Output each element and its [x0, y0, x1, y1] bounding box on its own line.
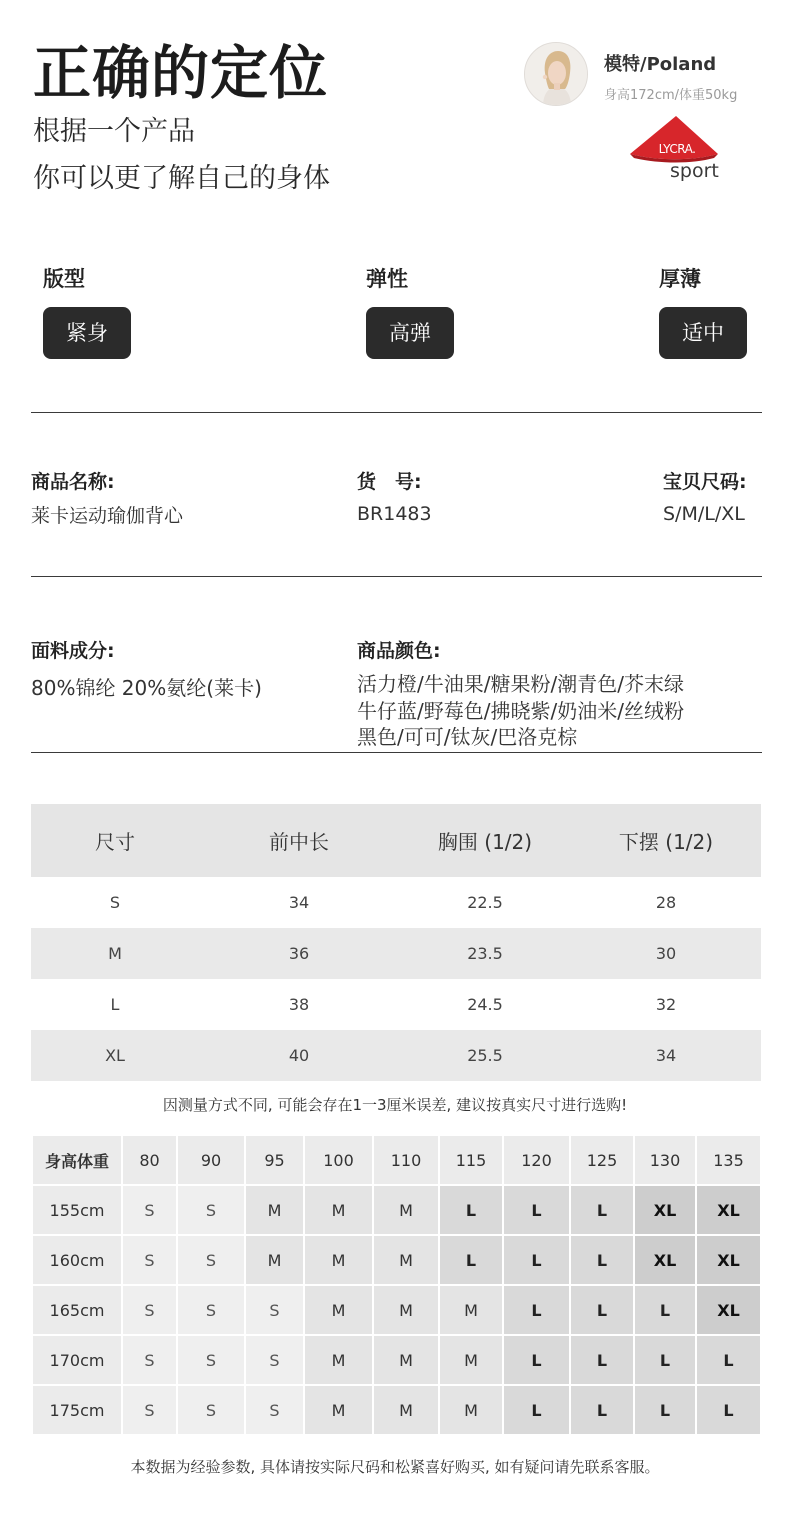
hw-height-label: 160cm: [33, 1236, 121, 1284]
hw-size-cell: S: [123, 1386, 176, 1434]
colors-value: [357, 671, 684, 751]
hw-height-label: 175cm: [33, 1386, 121, 1434]
hw-weight-header: 90: [178, 1136, 244, 1184]
hw-size-cell: S: [178, 1186, 244, 1234]
hw-size-cell: S: [123, 1336, 176, 1384]
subtitle-line-2: 你可以更了解自己的身体: [33, 163, 330, 194]
hw-size-cell: S: [123, 1286, 176, 1334]
hw-height-label: 155cm: [33, 1186, 121, 1234]
hw-weight-header: 95: [246, 1136, 303, 1184]
hw-size-cell: S: [178, 1336, 244, 1384]
size-table-header-cell: 前中长: [199, 804, 399, 877]
fabric-value: 80%锦纶 20%氨纶(莱卡): [31, 676, 262, 700]
attribute-thickness-pill: 适中: [659, 307, 747, 359]
size-table-header: [31, 804, 761, 877]
attribute-fit-label: 版型: [43, 267, 85, 291]
sizes-value: S/M/L/XL: [663, 503, 745, 525]
attribute-fit: [43, 263, 131, 359]
size-cell: 25.5: [399, 1030, 571, 1081]
divider: [31, 412, 762, 413]
size-table-row: [31, 1030, 761, 1081]
hw-size-cell: M: [305, 1236, 372, 1284]
size-cell: 36: [199, 928, 399, 979]
size-table-header-cell: 胸围 (1/2): [399, 804, 571, 877]
hw-size-cell: S: [178, 1286, 244, 1334]
hw-size-cell: L: [571, 1236, 633, 1284]
attribute-fit-pill: 紧身: [43, 307, 131, 359]
size-cell: 30: [571, 928, 761, 979]
hw-size-cell: M: [440, 1336, 502, 1384]
lycra-sport-logo: [626, 112, 722, 188]
hw-size-cell: S: [246, 1386, 303, 1434]
hw-size-cell: M: [246, 1186, 303, 1234]
fabric-label: 面料成分:: [31, 640, 115, 662]
hw-size-cell: XL: [697, 1236, 760, 1284]
size-cell: 22.5: [467, 893, 503, 912]
size-cell: 28: [655, 893, 677, 912]
hw-weight-header: 125: [571, 1136, 633, 1184]
size-cell: 32: [655, 995, 677, 1014]
hw-size-cell: L: [571, 1386, 633, 1434]
hw-size-cell: M: [374, 1186, 438, 1234]
hw-weight-header: 80: [123, 1136, 176, 1184]
hw-size-cell: L: [635, 1286, 695, 1334]
footer-note: 本数据为经验参数, 具体请按实际尺码和松紧喜好购买, 如有疑问请先联系客服。: [130, 1458, 660, 1476]
hw-weight-header: 110: [374, 1136, 438, 1184]
hw-size-cell: S: [178, 1386, 244, 1434]
hw-size-cell: S: [246, 1286, 303, 1334]
sizes-label: 宝贝尺码:: [663, 471, 747, 493]
size-cell: 34: [571, 1030, 761, 1081]
size-table-header-cell: 尺寸: [31, 804, 199, 877]
hw-size-cell: XL: [697, 1186, 760, 1234]
hw-size-cell: M: [305, 1386, 372, 1434]
size-table-row: [31, 928, 761, 979]
hw-size-cell: L: [635, 1336, 695, 1384]
size-cell: 24.5: [467, 995, 503, 1014]
size-table-header-cell: 下摆 (1/2): [571, 804, 761, 877]
attribute-elasticity-label: 弹性: [366, 267, 408, 291]
hw-size-cell: L: [571, 1286, 633, 1334]
hw-size-cell: M: [440, 1286, 502, 1334]
colors-line: 黑色/可可/钛灰/巴洛克棕: [357, 725, 578, 749]
hw-size-cell: M: [305, 1286, 372, 1334]
height-weight-table: [31, 1134, 762, 1436]
hw-size-cell: S: [246, 1336, 303, 1384]
size-cell: M: [31, 928, 199, 979]
hw-size-cell: M: [374, 1336, 438, 1384]
hw-size-cell: L: [440, 1236, 502, 1284]
model-stats: 身高172cm/体重50kg: [604, 88, 738, 103]
hw-row: [33, 1386, 760, 1434]
product-name-label: 商品名称:: [31, 471, 115, 493]
attribute-thickness-label: 厚薄: [659, 267, 701, 291]
colors-line: 活力橙/牛油果/糖果粉/潮青色/芥末绿: [357, 672, 684, 696]
attribute-thickness: [659, 263, 747, 359]
hw-row: [33, 1336, 760, 1384]
hw-weight-header: 100: [305, 1136, 372, 1184]
divider: [31, 576, 762, 577]
hw-size-cell: L: [504, 1186, 569, 1234]
sku-value: BR1483: [357, 503, 432, 525]
hw-size-cell: L: [697, 1386, 760, 1434]
attribute-elasticity: [366, 263, 454, 359]
size-table-row: [31, 877, 761, 928]
hw-size-cell: S: [123, 1236, 176, 1284]
hw-size-cell: M: [305, 1336, 372, 1384]
colors-line: 牛仔蓝/野莓色/拂晓紫/奶油米/丝绒粉: [357, 698, 684, 723]
size-cell: 23.5: [399, 928, 571, 979]
hw-size-cell: L: [571, 1336, 633, 1384]
hw-corner-label: 身高体重: [33, 1136, 121, 1184]
lycra-logo-text: LYCRA.: [658, 142, 696, 156]
hw-row: [33, 1236, 760, 1284]
model-info: [524, 42, 774, 112]
size-cell: 38: [288, 995, 310, 1014]
hw-size-cell: L: [440, 1186, 502, 1234]
hw-size-cell: M: [246, 1236, 303, 1284]
colors-label: 商品颜色:: [357, 640, 441, 662]
hw-size-cell: XL: [635, 1236, 695, 1284]
model-avatar: [524, 42, 588, 106]
size-table-row: [31, 979, 761, 1030]
hw-size-cell: S: [178, 1236, 244, 1284]
hw-size-cell: XL: [635, 1186, 695, 1234]
hw-size-cell: S: [123, 1186, 176, 1234]
hw-size-cell: M: [374, 1286, 438, 1334]
hw-weight-header: 115: [440, 1136, 502, 1184]
hw-size-cell: M: [440, 1386, 502, 1434]
divider: [31, 752, 762, 753]
size-cell: 34: [288, 893, 310, 912]
hw-size-cell: L: [635, 1386, 695, 1434]
hw-size-cell: L: [504, 1386, 569, 1434]
page-title: 正确的定位: [33, 39, 329, 107]
hw-weight-header: 135: [697, 1136, 760, 1184]
product-name-value: 莱卡运动瑜伽背心: [31, 505, 184, 527]
measure-note: 因测量方式不同, 可能会存在1一3厘米误差, 建议按真实尺寸进行选购!: [162, 1096, 628, 1114]
sku-label: 货 号:: [357, 471, 422, 493]
size-cell: XL: [31, 1030, 199, 1081]
size-cell: 40: [199, 1030, 399, 1081]
hw-header-row: [33, 1136, 760, 1184]
hw-size-cell: L: [697, 1336, 760, 1384]
hw-size-cell: XL: [697, 1286, 760, 1334]
hw-weight-header: 130: [635, 1136, 695, 1184]
hw-size-cell: M: [305, 1186, 372, 1234]
hw-row: [33, 1286, 760, 1334]
hw-size-cell: L: [571, 1186, 633, 1234]
hw-weight-header: 120: [504, 1136, 569, 1184]
hw-height-label: 165cm: [33, 1286, 121, 1334]
model-name: 模特/Poland: [604, 54, 717, 75]
attribute-elasticity-pill: 高弹: [366, 307, 454, 359]
hw-size-cell: L: [504, 1286, 569, 1334]
hw-size-cell: M: [374, 1386, 438, 1434]
hw-size-cell: L: [504, 1336, 569, 1384]
size-cell: L: [110, 995, 120, 1014]
lycra-sport-text: sport: [670, 160, 719, 182]
size-cell: S: [109, 893, 121, 912]
hw-size-cell: M: [374, 1236, 438, 1284]
hw-height-label: 170cm: [33, 1336, 121, 1384]
subtitle-line-1: 根据一个产品: [33, 116, 195, 147]
hw-size-cell: L: [504, 1236, 569, 1284]
hw-row: [33, 1186, 760, 1234]
size-table: [31, 804, 761, 1081]
